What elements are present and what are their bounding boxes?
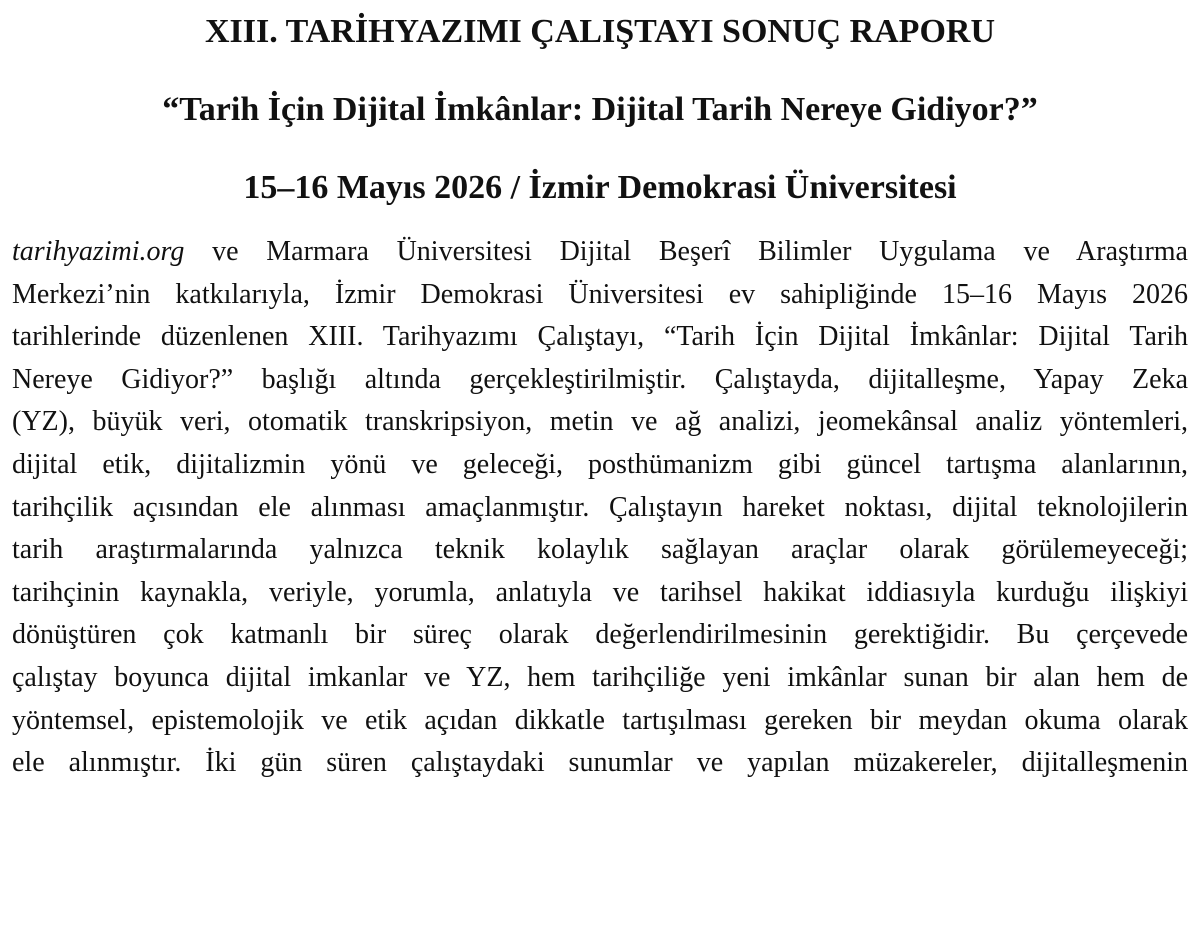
paragraph-line: yöntemsel, epistemolojik ve etik açıdan dikkatle tartışılması gereken bir meydan okuma olarak xyxy=(12,704,1188,736)
report-body-paragraph xyxy=(12,231,1188,785)
site-name: tarihyazimi.org xyxy=(12,236,185,267)
paragraph-line: tarihçilik açısından ele alınması amaçlanmıştır. Çalıştayın hareket noktası, dijital teknolojilerin xyxy=(12,491,1188,523)
paragraph-line: Merkezi’nin katkılarıyla, İzmir Demokrasi Üniversitesi ev sahipliğinde 15–16 Mayıs 2026 xyxy=(12,278,1188,310)
paragraph-line: (YZ), büyük veri, otomatik transkripsiyon, metin ve ağ analizi, jeomekânsal analiz yöntemleri, xyxy=(12,406,1188,438)
paragraph-line: tarihlerinde düzenlenen XIII. Tarihyazımı Çalıştayı, “Tarih İçin Dijital İmkânlar: Dijital Tarih xyxy=(12,321,1188,353)
paragraph-line: dönüştüren çok katmanlı bir süreç olarak değerlendirilmesinin gerektiğidir. Bu çerçevede xyxy=(12,619,1188,651)
report-subtitle: “Tarih İçin Dijital İmkânlar: Dijital Tarih Nereye Gidiyor?” xyxy=(162,91,1038,128)
paragraph-line: ele alınmıştır. İki gün süren çalıştaydaki sunumlar ve yapılan müzakereler, dijitalleşmenin xyxy=(12,747,1188,779)
paragraph-line xyxy=(12,231,1188,274)
report-title: XIII. TARİHYAZIMI ÇALIŞTAYI SONUÇ RAPORU xyxy=(204,13,996,50)
paragraph-line-text: ve Marmara Üniversitesi Dijital Beşerî Bilimler Uygulama ve Araştırma xyxy=(184,236,1188,267)
paragraph-line: tarihçinin kaynakla, veriyle, yorumla, anlatıyla ve tarihsel hakikat iddiasıyla kurduğu ilişkiyi xyxy=(12,576,1188,608)
paragraph-line: Nereye Gidiyor?” başlığı altında gerçekleştirilmiştir. Çalıştayda, dijitalleşme, Yapay Zeka xyxy=(12,363,1188,395)
report-date-place: 15–16 Mayıs 2026 / İzmir Demokrasi Üniversitesi xyxy=(243,169,957,206)
paragraph-line: çalıştay boyunca dijital imkanlar ve YZ, hem tarihçiliğe yeni imkânlar sunan bir alan hem de xyxy=(12,661,1188,693)
paragraph-line: dijital etik, dijitalizmin yönü ve geleceği, posthümanizm gibi güncel tartışma alanlarının, xyxy=(12,448,1188,480)
paragraph-line: tarih araştırmalarında yalnızca teknik kolaylık sağlayan araçlar olarak görülemeyeceği; xyxy=(12,534,1188,566)
